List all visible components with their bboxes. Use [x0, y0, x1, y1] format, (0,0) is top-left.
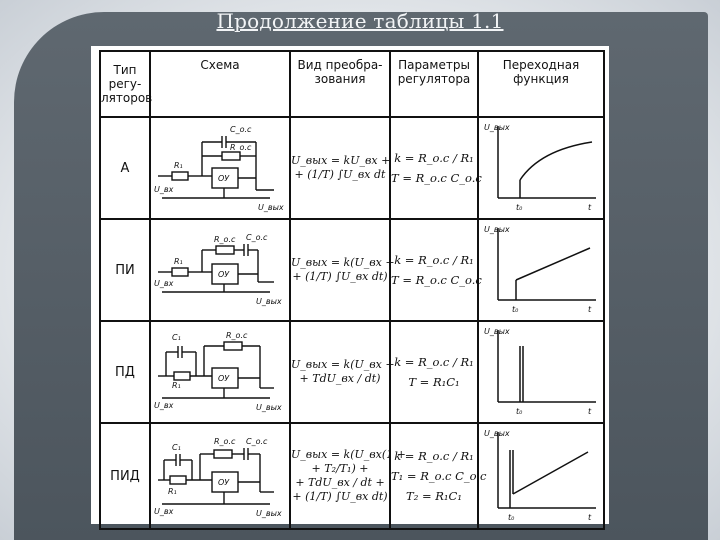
r-in-label: R₁: [168, 487, 177, 496]
c-fb-label: C_o.c: [246, 437, 268, 446]
u-in-label: U_вх: [154, 507, 174, 516]
params-cell: k = R_o.c / R₁ T = R_o.c C_o.c: [390, 117, 478, 219]
u-in-label: U_вх: [154, 401, 174, 410]
u-out-label: U_вых: [258, 203, 284, 212]
u-out-label: U_вых: [256, 509, 282, 518]
graph-y-label: U_вых: [484, 327, 510, 336]
graph-t0-label: t₀: [508, 513, 515, 522]
graph-y-label: U_вых: [484, 123, 510, 132]
response-graph: [480, 322, 602, 418]
u-in-label: U_вх: [154, 185, 174, 194]
response-cell: [478, 423, 604, 529]
response-graph: [480, 118, 602, 214]
c-fb-label: C_o.c: [230, 125, 252, 134]
c-fb-label: C_o.c: [246, 233, 268, 242]
u-in-label: U_вх: [154, 279, 174, 288]
amp-label: ОУ: [218, 174, 230, 183]
scheme-cell: [150, 219, 290, 321]
amp-label: ОУ: [218, 374, 230, 383]
circuit-diagram: [152, 322, 288, 418]
row-type: ПИД: [100, 423, 150, 529]
r-fb-label: R_o.c: [214, 437, 236, 446]
graph-t-label: t: [588, 407, 592, 416]
scheme-cell: [150, 321, 290, 423]
response-cell: [478, 219, 604, 321]
row-type: ПД: [100, 321, 150, 423]
scheme-cell: [150, 423, 290, 529]
circuit-diagram: [152, 118, 288, 214]
regulator-table: [99, 50, 605, 530]
graph-t-label: t: [588, 305, 592, 314]
graph-t0-label: t₀: [516, 407, 523, 416]
graph-y-label: U_вых: [484, 429, 510, 438]
circuit-diagram: [152, 424, 288, 524]
scheme-cell: [150, 117, 290, 219]
graph-t-label: t: [588, 203, 592, 212]
r-fb-label: R_o.c: [214, 235, 236, 244]
table-header-row: [100, 51, 604, 117]
c-in-label: C₁: [172, 333, 181, 342]
header-response: Переходная функция: [478, 51, 604, 117]
response-cell: [478, 321, 604, 423]
scanned-table-page: [91, 46, 609, 524]
formula-cell: U_вых = k(U_вх(1 + + T₂/T₁) + + TdU_вх / dt + + (1/T) ∫U_вх dt): [290, 423, 390, 529]
graph-t-label: t: [588, 513, 592, 522]
response-graph: [480, 424, 602, 524]
graph-t0-label: t₀: [512, 305, 519, 314]
r-in-label: R₁: [174, 257, 183, 266]
row-type: А: [100, 117, 150, 219]
u-out-label: U_вых: [256, 297, 282, 306]
table-row: [100, 117, 604, 219]
params-cell: k = R_o.c / R₁ T = R₁C₁: [390, 321, 478, 423]
header-params: Параметры регулятора: [390, 51, 478, 117]
c-in-label: C₁: [172, 443, 181, 452]
formula-cell: U_вых = k(U_вх + + TdU_вх / dt): [290, 321, 390, 423]
table-row: [100, 423, 604, 529]
amp-label: ОУ: [218, 270, 230, 279]
table-row: [100, 321, 604, 423]
row-type: ПИ: [100, 219, 150, 321]
params-cell: k = R_o.c / R₁ T₁ = R_o.c C_o.c T₂ = R₁C₁: [390, 423, 478, 529]
slide-title: Продолжение таблицы 1.1: [216, 9, 504, 33]
circuit-diagram: [152, 220, 288, 316]
amp-label: ОУ: [218, 478, 230, 487]
header-scheme: Схема: [150, 51, 290, 117]
header-transform: Вид преобра- зования: [290, 51, 390, 117]
table-row: [100, 219, 604, 321]
header-type: Тип регу- ляторов: [100, 51, 150, 117]
r-fb-label: R_o.c: [230, 143, 252, 152]
response-graph: [480, 220, 602, 316]
r-fb-label: R_o.c: [226, 331, 248, 340]
r-in-label: R₁: [172, 381, 181, 390]
u-out-label: U_вых: [256, 403, 282, 412]
formula-cell: U_вых = kU_вх + + (1/T) ∫U_вх dt: [290, 117, 390, 219]
params-cell: k = R_o.c / R₁ T = R_o.c C_o.c: [390, 219, 478, 321]
response-cell: [478, 117, 604, 219]
graph-y-label: U_вых: [484, 225, 510, 234]
r-in-label: R₁: [174, 161, 183, 170]
formula-cell: U_вых = k(U_вх + + (1/T) ∫U_вх dt): [290, 219, 390, 321]
graph-t0-label: t₀: [516, 203, 523, 212]
